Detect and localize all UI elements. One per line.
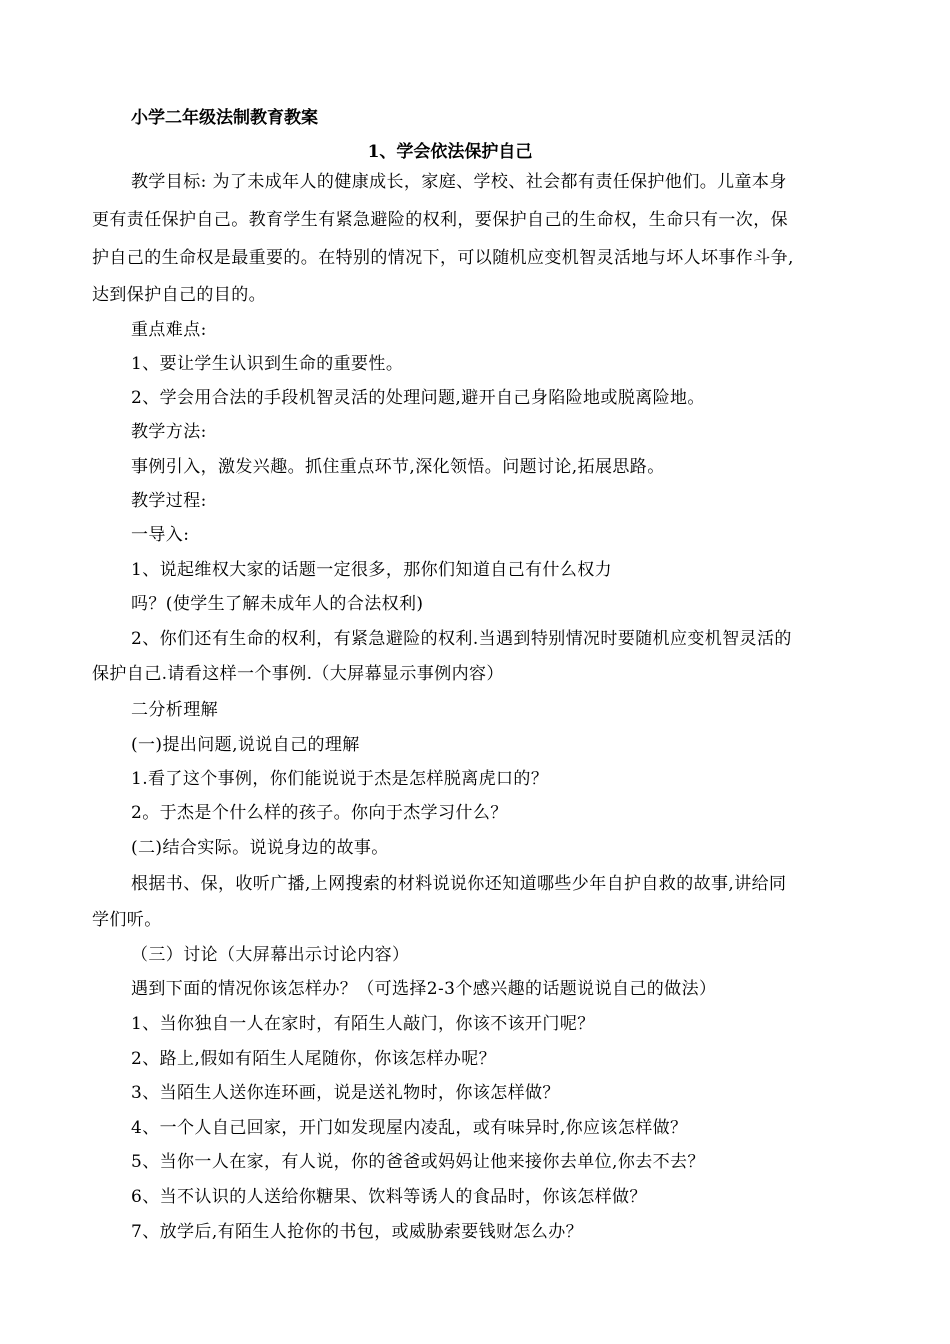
analysis-sub-1: (一)提出问题,说说自己的理解 — [131, 735, 360, 755]
question-1: 1.看了这个事例，你们能说说于杰是怎样脱离虎口的？ — [131, 769, 549, 789]
method-heading: 教学方法: — [131, 422, 207, 442]
intro-item-2a: 2、你们还有生命的权利，有紧急避险的权利.当遇到特别情况时要随机应变机智灵活的 — [131, 629, 792, 649]
intro-item-1a: 1、说起维权大家的话题一定很多，那你们知道自己有什么权力 — [131, 560, 613, 580]
discussion-heading: （三）讨论（大屏幕出示讨论内容） — [131, 945, 410, 965]
goal-line-3: 护自己的生命权是最重要的。在特别的情况下，可以随机应变机智灵活地与坏人坏事作斗争, — [92, 248, 794, 268]
lesson-title — [0, 137, 950, 162]
discussion-item-2: 2、路上,假如有陌生人尾随你，你该怎样办呢？ — [131, 1049, 497, 1069]
stories-line-1: 根据书、保，收听广播,上网搜索的材料说说你还知道哪些少年自护自救的故事,讲给同 — [131, 874, 787, 894]
process-heading: 教学过程: — [131, 491, 207, 511]
intro-item-1b: 吗？(使学生了解未成年人的合法权利) — [131, 594, 424, 614]
analysis-heading: 二分析理解 — [131, 700, 218, 720]
intro-heading: 一导入: — [131, 525, 190, 545]
document-title: 小学二年级法制教育教案 — [131, 108, 318, 128]
key-point-1: 1、要让学生认识到生命的重要性。 — [131, 354, 404, 374]
lesson-title-text: 1、学会依法保护自己 — [367, 142, 533, 162]
discussion-item-4: 4、一个人自己回家，开门如发现屋内凌乱，或有味异时,你应该怎样做？ — [131, 1118, 688, 1138]
analysis-sub-2: (二)结合实际。说说身边的故事。 — [131, 838, 389, 858]
question-2: 2。于杰是个什么样的孩子。你向于杰学习什么？ — [131, 803, 508, 823]
discussion-item-3: 3、当陌生人送你连环画，说是送礼物时，你该怎样做？ — [131, 1083, 560, 1103]
goal-line-4: 达到保护自己的目的。 — [92, 285, 266, 305]
discussion-intro: 遇到下面的情况你该怎样办？（可选择2-3个感兴趣的话题说说自己的做法） — [131, 979, 717, 999]
discussion-item-6: 6、当不认识的人送给你糖果、饮料等诱人的食品时，你该怎样做？ — [131, 1187, 647, 1207]
key-point-2: 2、学会用合法的手段机智灵活的处理问题,避开自己身陷险地或脱离险地。 — [131, 388, 705, 408]
discussion-item-7: 7、放学后,有陌生人抢你的书包，或威胁索要钱财怎么办？ — [131, 1222, 584, 1242]
discussion-item-5: 5、当你一人在家，有人说，你的爸爸或妈妈让他来接你去单位,你去不去？ — [131, 1152, 705, 1172]
intro-item-2b: 保护自己.请看这样一个事例.（大屏幕显示事例内容） — [92, 664, 504, 684]
method-text: 事例引入，激发兴趣。抓住重点环节,深化领悟。问题讨论,拓展思路。 — [131, 457, 665, 477]
stories-line-2: 学们听。 — [92, 910, 162, 930]
discussion-item-1: 1、当你独自一人在家时，有陌生人敲门，你该不该开门呢？ — [131, 1014, 595, 1034]
key-points-heading: 重点难点: — [131, 320, 207, 340]
goal-line-2: 更有责任保护自己。教育学生有紧急避险的权利，要保护自己的生命权，生命只有一次，保 — [92, 210, 788, 230]
goal-line-1: 教学目标: 为了未成年人的健康成长，家庭、学校、社会都有责任保护他们。儿童本身 — [131, 172, 787, 192]
